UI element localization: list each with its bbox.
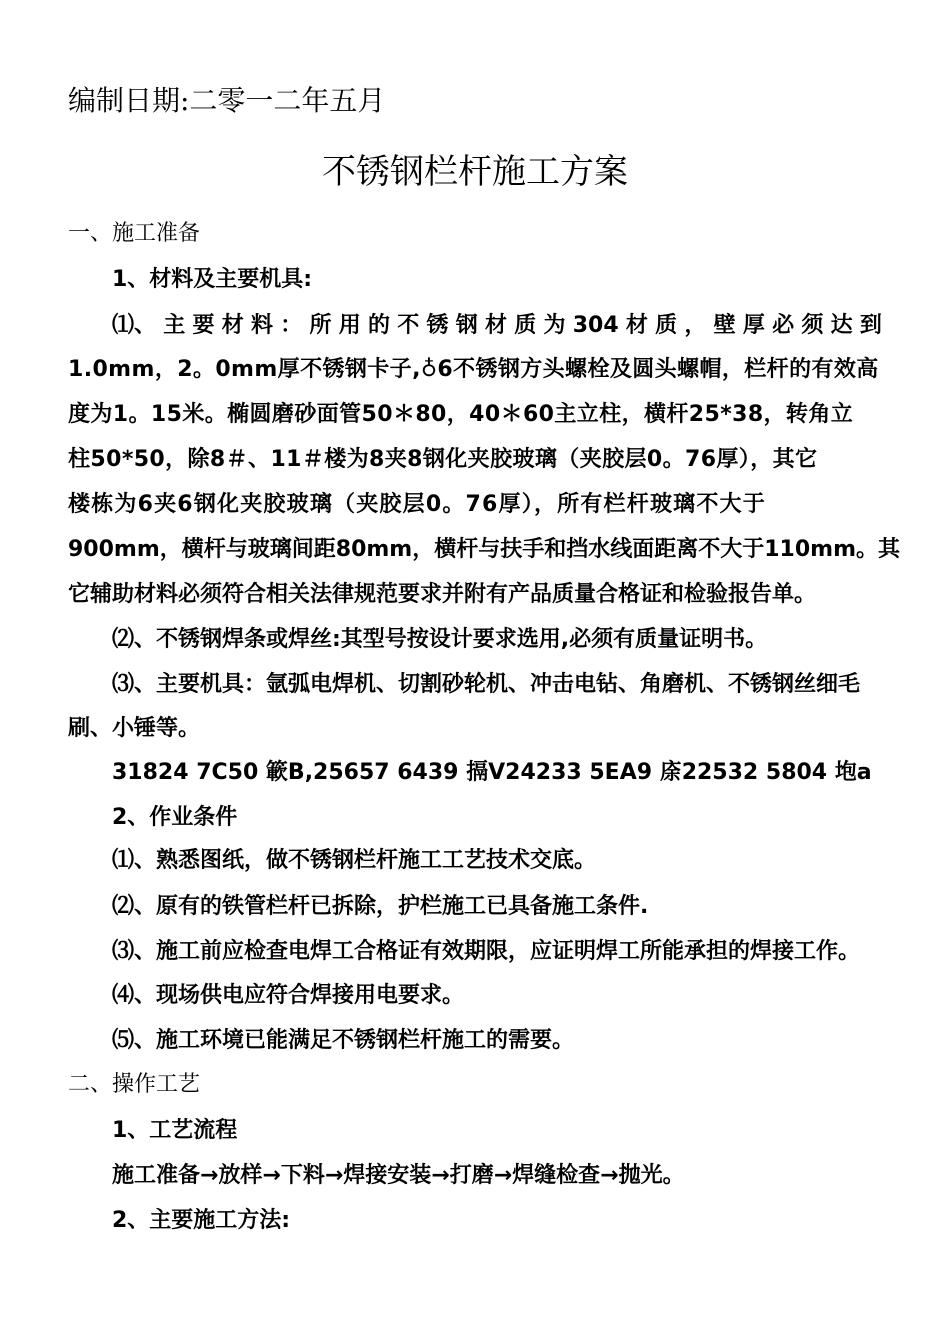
- item-heading-materials: 1、材料及主要机具:: [112, 267, 313, 292]
- materials-para-line-4: 柱50*50，除8＃、11＃楼为8夹8钢化夹胶玻璃（夹胶层0。76厚），其它: [68, 447, 818, 472]
- text-segment: 主: [163, 313, 186, 338]
- text-segment: 用: [338, 313, 361, 338]
- section-heading-process: 二、操作工艺: [68, 1072, 201, 1097]
- tools-para-line-1: ⑶、主要机具：氩弧电焊机、切割砂轮机、冲击电钻、角磨机、不锈钢丝细毛: [112, 672, 861, 697]
- materials-para-line-1: [68, 311, 882, 341]
- text-segment: 料: [251, 313, 274, 338]
- text-segment: 须: [801, 313, 824, 338]
- condition-item: ⑶、施工前应检查电焊工合格证有效期限，应证明焊工所能承担的焊接工作。: [112, 939, 861, 964]
- text-segment: 要: [192, 313, 215, 338]
- materials-para-line-7: 它辅助材料必须符合相关法律规范要求并附有产品质量合格证和检验报告单。: [68, 582, 817, 607]
- section-heading-preparation: 一、施工准备: [68, 221, 201, 246]
- text-segment: 质: [514, 313, 537, 338]
- compile-date: 编制日期:二零一二年五月: [68, 84, 386, 117]
- text-segment: 厚: [742, 313, 765, 338]
- text-segment: 所: [309, 313, 332, 338]
- text-segment: ：: [280, 313, 303, 338]
- text-segment: 到: [859, 313, 882, 338]
- condition-item: ⑵、原有的铁管栏杆已拆除，护栏施工已具备施工条件.: [112, 894, 649, 919]
- materials-para-line-6: 900mm，横杆与玻璃间距80mm，横杆与扶手和挡水线面距离不大于110mm。其: [68, 537, 901, 562]
- condition-item: ⑷、现场供电应符合焊接用电要求。: [112, 983, 465, 1008]
- materials-para-line-5: 楼栋为6夹6钢化夹胶玻璃（夹胶层0。76厚），所有栏杆玻璃不大于: [68, 492, 766, 517]
- text-segment: 不: [397, 313, 420, 338]
- document-title: 不锈钢栏杆施工方案: [322, 152, 628, 192]
- item-heading-flow: 1、工艺流程: [112, 1118, 238, 1143]
- text-segment: 钢: [455, 313, 478, 338]
- welding-material-para: ⑵、不锈钢焊条或焊丝:其型号按设计要求选用,必须有质量证明书。: [112, 627, 768, 652]
- text-segment: 材: [221, 313, 244, 338]
- text-segment: 304: [572, 313, 619, 338]
- text-segment: 为: [543, 313, 566, 338]
- process-flow: 施工准备→放样→下料→焊接安装→打磨→焊缝检查→抛光。: [112, 1163, 685, 1188]
- text-segment: 的: [368, 313, 391, 338]
- text-segment: 材: [485, 313, 508, 338]
- item-heading-conditions: 2、作业条件: [112, 805, 238, 830]
- code-line: 31824 7C50 簐B,25657 6439 搹V24233 5EA9 庩22532 5804 垉a: [112, 760, 872, 785]
- text-segment: 必: [772, 313, 795, 338]
- text-segment: 壁: [713, 313, 736, 338]
- condition-item: ⑴、熟悉图纸，做不锈钢栏杆施工工艺技术交底。: [112, 848, 597, 873]
- tools-para-line-2: 刷、小锤等。: [68, 716, 201, 741]
- text-segment: 达: [830, 313, 853, 338]
- text-segment: ，: [684, 313, 707, 338]
- item-heading-methods: 2、主要施工方法:: [112, 1208, 291, 1233]
- text-segment: ⑴、: [112, 313, 157, 338]
- condition-item: ⑸、施工环境已能满足不锈钢栏杆施工的需要。: [112, 1028, 575, 1053]
- text-segment: 材: [625, 313, 648, 338]
- text-segment: 锈: [426, 313, 449, 338]
- text-segment: 质: [655, 313, 678, 338]
- materials-para-line-2: 1.0mm，2。0mm厚不锈钢卡子,♁6不锈钢方头螺栓及圆头螺帽，栏杆的有效高: [68, 357, 879, 382]
- materials-para-line-3: 度为1。15米。椭圆磨砂面管50＊80，40＊60主立柱，横杆25*38，转角立: [68, 402, 854, 427]
